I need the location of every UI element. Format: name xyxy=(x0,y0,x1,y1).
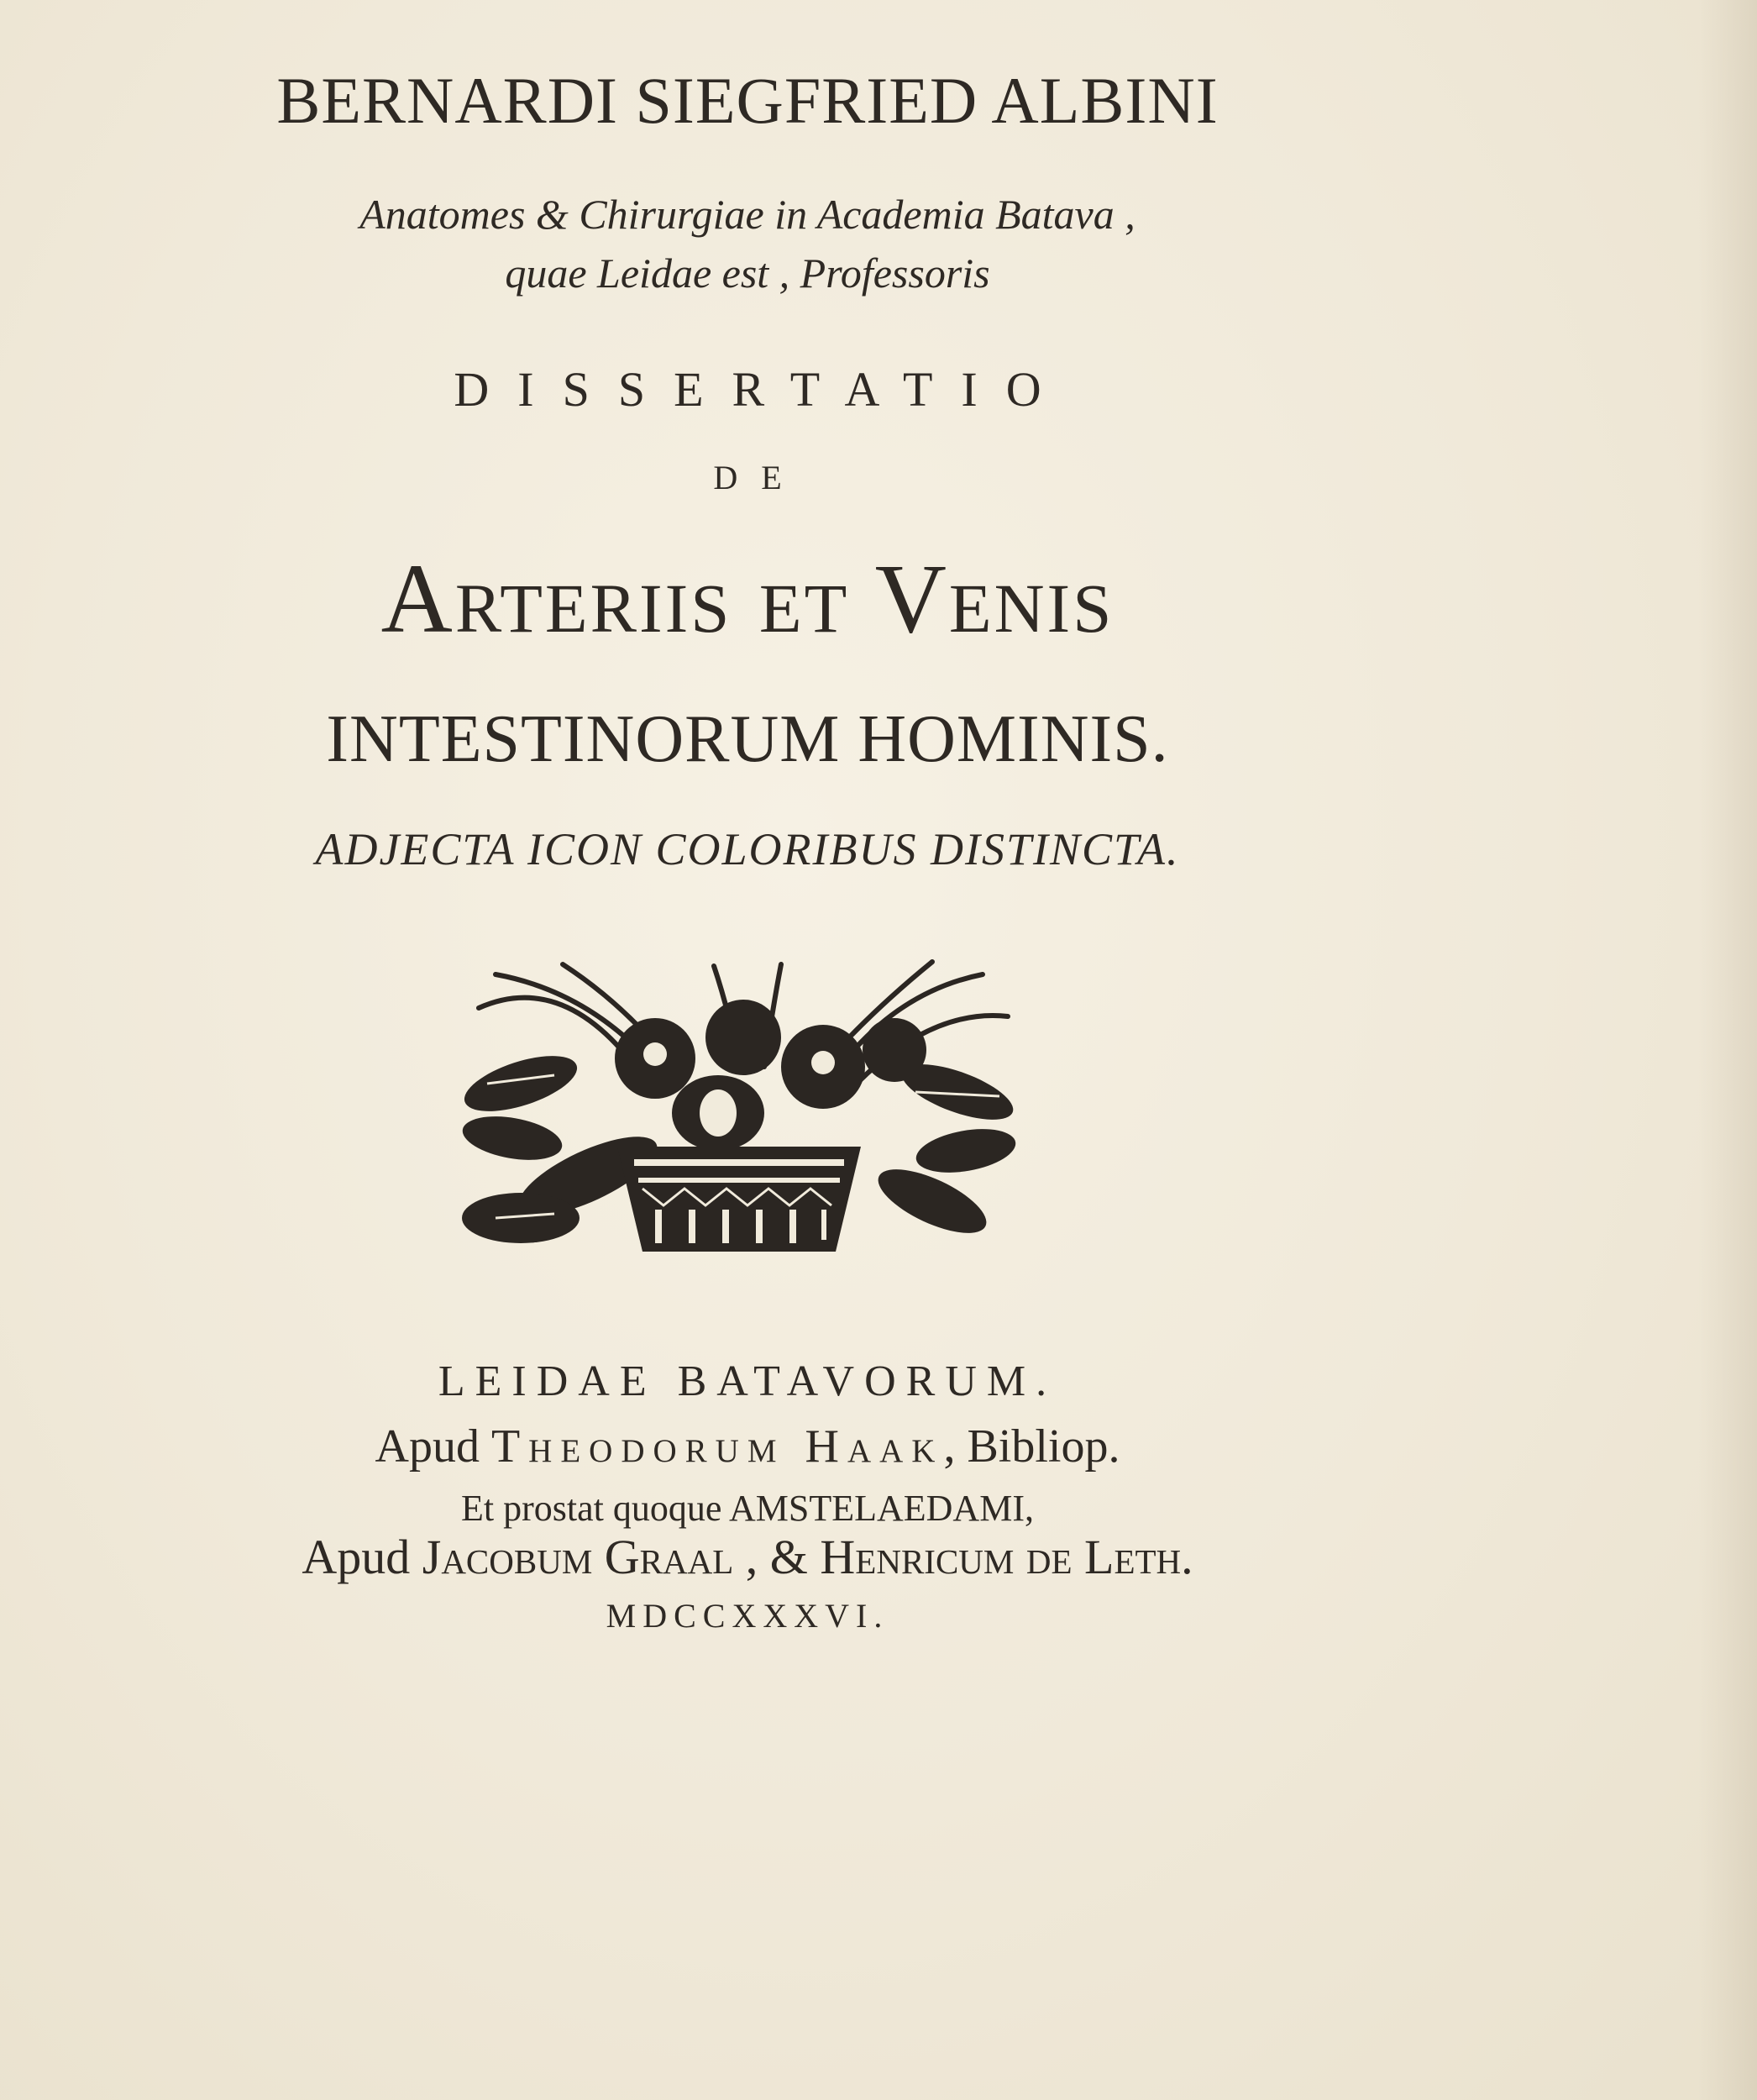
imprint-publisher-suffix: , Bibliop. xyxy=(943,1420,1120,1473)
imprint-sellers xyxy=(0,1529,1495,1585)
fruit-basket-woodcut-icon xyxy=(462,958,1020,1268)
imprint-year: MDCCXXXVI. xyxy=(606,1597,889,1635)
imprint-sellers-names: Jacobum Graal , & Henricum de Leth. xyxy=(422,1530,1193,1584)
de-heading: DE xyxy=(713,459,805,496)
imprint-publisher-apud: Apud xyxy=(375,1420,480,1473)
affiliation-line-1: Anatomes & Chirurgiae in Academia Batava , xyxy=(359,191,1135,238)
imprint-publisher xyxy=(0,1420,1495,1473)
adjecta-subtitle: ADJECTA ICON COLORIBUS DISTINCTA. xyxy=(315,824,1180,874)
affiliation-line-2: quae Leidae est , Professoris xyxy=(505,249,990,297)
author-name: BERNARDI SIEGFRIED ALBINI xyxy=(276,64,1219,137)
imprint-prostat: Et prostat quoque AMSTELAEDAMI, xyxy=(461,1488,1034,1529)
main-title-line-1: Arteriis et Venis xyxy=(380,543,1115,654)
imprint-sellers-apud: Apud xyxy=(302,1530,411,1584)
imprint-place: LEIDAE BATAVORUM. xyxy=(438,1357,1057,1405)
imprint-publisher-name: Theodorum Haak xyxy=(490,1420,944,1473)
main-title-line-2: INTESTINORUM HOMINIS. xyxy=(326,702,1169,776)
dissertatio-heading: DISSERTATIO xyxy=(454,362,1070,417)
